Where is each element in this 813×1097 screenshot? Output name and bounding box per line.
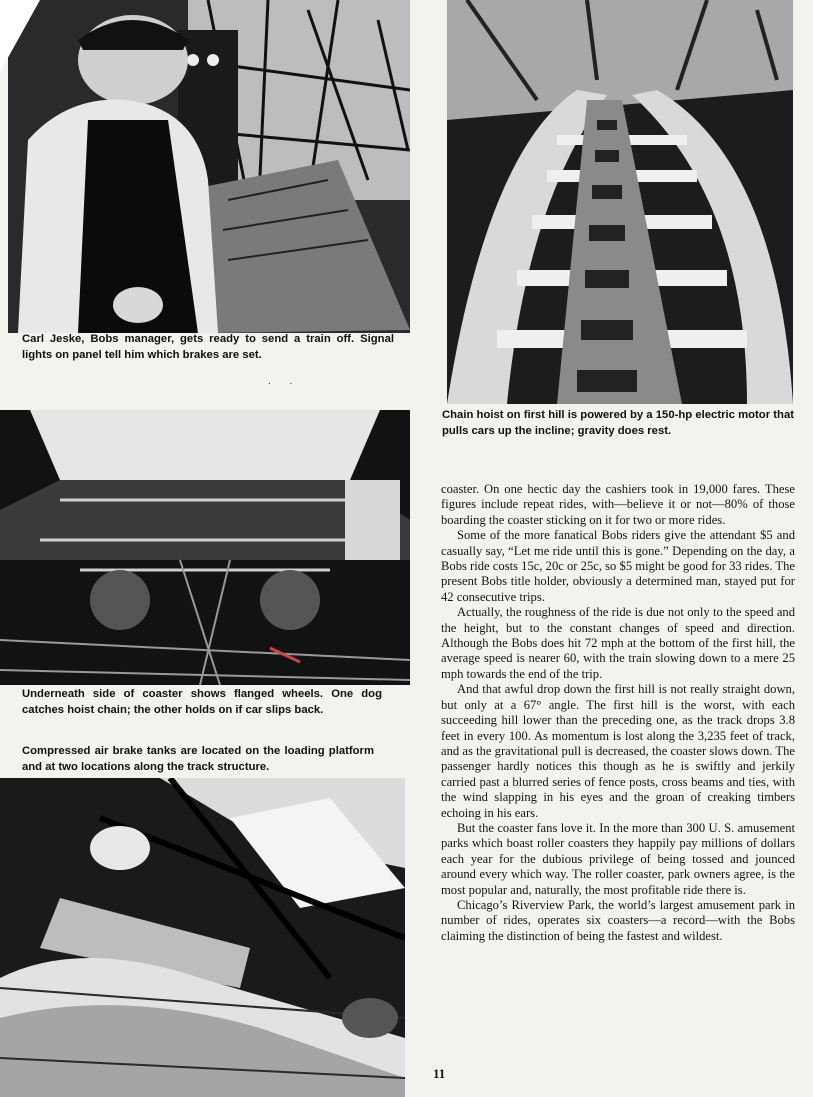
page-number: 11 xyxy=(433,1066,446,1081)
chain-hoist-photo-caption: Chain hoist on first hill is powered by a 150-hp electric motor that pulls cars up the incline; gravity does rest. xyxy=(442,409,794,437)
article-paragraph: But the coaster fans love it. In the more than 300 U. S. amusement parks which boast roller coasters they happily pay millions of dollars each year for the dubious privilege of being tossed and jounced around every which way. The roller coaster, park owners agree, is the most popular and, naturally, the most profitable ride there is. xyxy=(441,820,795,897)
folded-corner xyxy=(0,0,40,72)
article-paragraph: And that awful drop down the first hill is not really straight down, but only at a 67° angle. The first hill is the worst, with each succeeding hill lower than the preceding one, as the track drops 3.8 feet in every 100. As momentum is lost along the 3,235 feet of track, and as the gravitational pull is decreased, the coaster slows down. The passenger hardly notices this though as he is swiftly and jerkily carried past a blurred series of fence posts, cross beams and ties, with the wind slapping in his eyes and the groan of creaking timbers echoing in his ears. xyxy=(441,682,795,820)
underneath-photo xyxy=(0,410,410,685)
chain-hoist-photo xyxy=(447,0,793,404)
manager-photo xyxy=(8,0,410,333)
article-paragraph: Actually, the roughness of the ride is due not only to the speed and the height, but to the constant changes of speed and direction. Although the Bobs does hit 72 mph at the bottom of the first hill, the average speed is nearer 60, with the train slowing down to a mere 25 mph towards the end of the trip. xyxy=(441,605,795,681)
manager-photo-caption: Carl Jeske, Bobs manager, gets ready to send a train off. Signal lights on panel tell him which brakes are set. xyxy=(22,333,394,361)
brake-tanks-photo-caption: Compressed air brake tanks are located on the loading platform and at two locations along the track structure. xyxy=(22,745,374,773)
underneath-photo-caption: Underneath side of coaster shows flanged wheels. One dog catches hoist chain; the other holds on if car slips back. xyxy=(22,688,382,716)
separator-dots: . . xyxy=(268,376,301,387)
article-body xyxy=(441,482,795,944)
article-paragraph: Some of the more fanatical Bobs riders give the attendant $5 and casually say, “Let me ride until this is gone.” Depending on the day, a Bobs ride costs 15c, 20c or 25c, so $5 might be good for 33 rides. The present Bobs title holder, obviously a determined man, stayed put for 42 consecutive trips. xyxy=(441,528,795,604)
article-paragraph: Chicago’s Riverview Park, the world’s largest amusement park in number of rides, operates six coasters—a record—with the Bobs claiming the distinction of being the fastest and wildest. xyxy=(441,897,795,943)
brake-tanks-photo xyxy=(0,778,405,1097)
article-paragraph: coaster. On one hectic day the cashiers took in 19,000 fares. These figures include repeat rides, with—believe it or not—80% of those boarding the coaster sticking on it for two or more rides. xyxy=(441,482,795,527)
